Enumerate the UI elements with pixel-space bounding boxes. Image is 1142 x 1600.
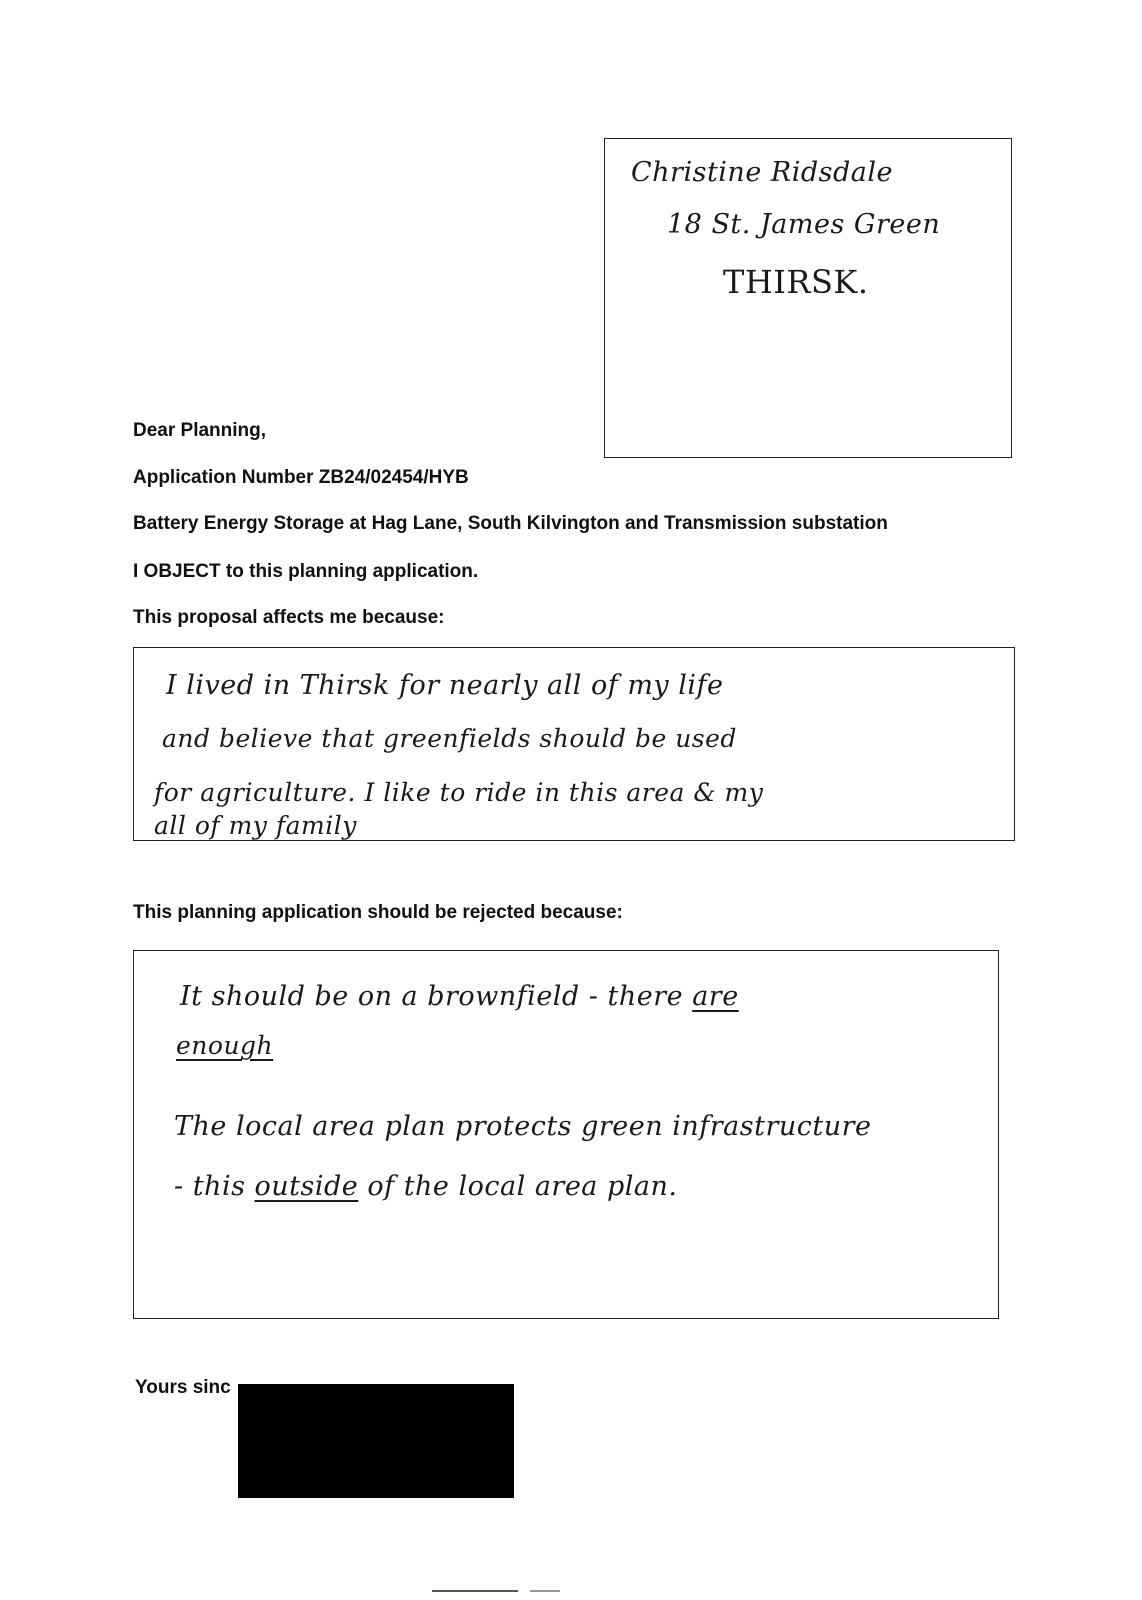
scan-artifact — [530, 1590, 560, 1592]
affects-line-3: for agriculture. I like to ride in this area & my — [154, 778, 764, 807]
rejected-line-2: enough — [176, 1031, 274, 1060]
rejected-line-4 — [174, 1171, 677, 1202]
scan-artifact — [432, 1590, 518, 1592]
rejected-line-1 — [180, 981, 739, 1012]
objection-statement: I OBJECT to this planning application. — [133, 561, 479, 582]
sender-town: THIRSK. — [723, 263, 869, 301]
application-subject: Battery Energy Storage at Hag Lane, South Kilvington and Transmission substation — [133, 513, 888, 534]
sender-name: Christine Ridsdale — [631, 157, 893, 188]
affects-line-2: and believe that greenfields should be used — [162, 724, 737, 753]
sender-street: 18 St. James Green — [667, 209, 941, 240]
affects-line-4: all of my family — [154, 811, 357, 840]
salutation: Dear Planning, — [133, 420, 267, 441]
rejected-heading: This planning application should be rejected because: — [133, 902, 623, 923]
address-box — [604, 138, 1012, 458]
rejected-line-4-text-b: of the local area plan. — [358, 1171, 678, 1202]
application-number: Application Number ZB24/02454/HYB — [133, 467, 469, 488]
signature-redaction — [238, 1384, 514, 1498]
affects-heading: This proposal affects me because: — [133, 607, 445, 628]
affects-line-1: I lived in Thirsk for nearly all of my life — [166, 670, 724, 701]
rejected-line-3: The local area plan protects green infrastructure — [174, 1111, 872, 1142]
rejected-line-4-underlined: outside — [254, 1171, 359, 1202]
rejected-line-1-underlined: are — [692, 981, 739, 1012]
closing: Yours sinc — [135, 1377, 231, 1398]
rejected-box — [133, 950, 999, 1319]
rejected-line-4-text-a: - this — [174, 1171, 255, 1202]
rejected-line-1-text: It should be on a brownfield - there — [180, 981, 693, 1012]
affects-box — [133, 647, 1015, 841]
